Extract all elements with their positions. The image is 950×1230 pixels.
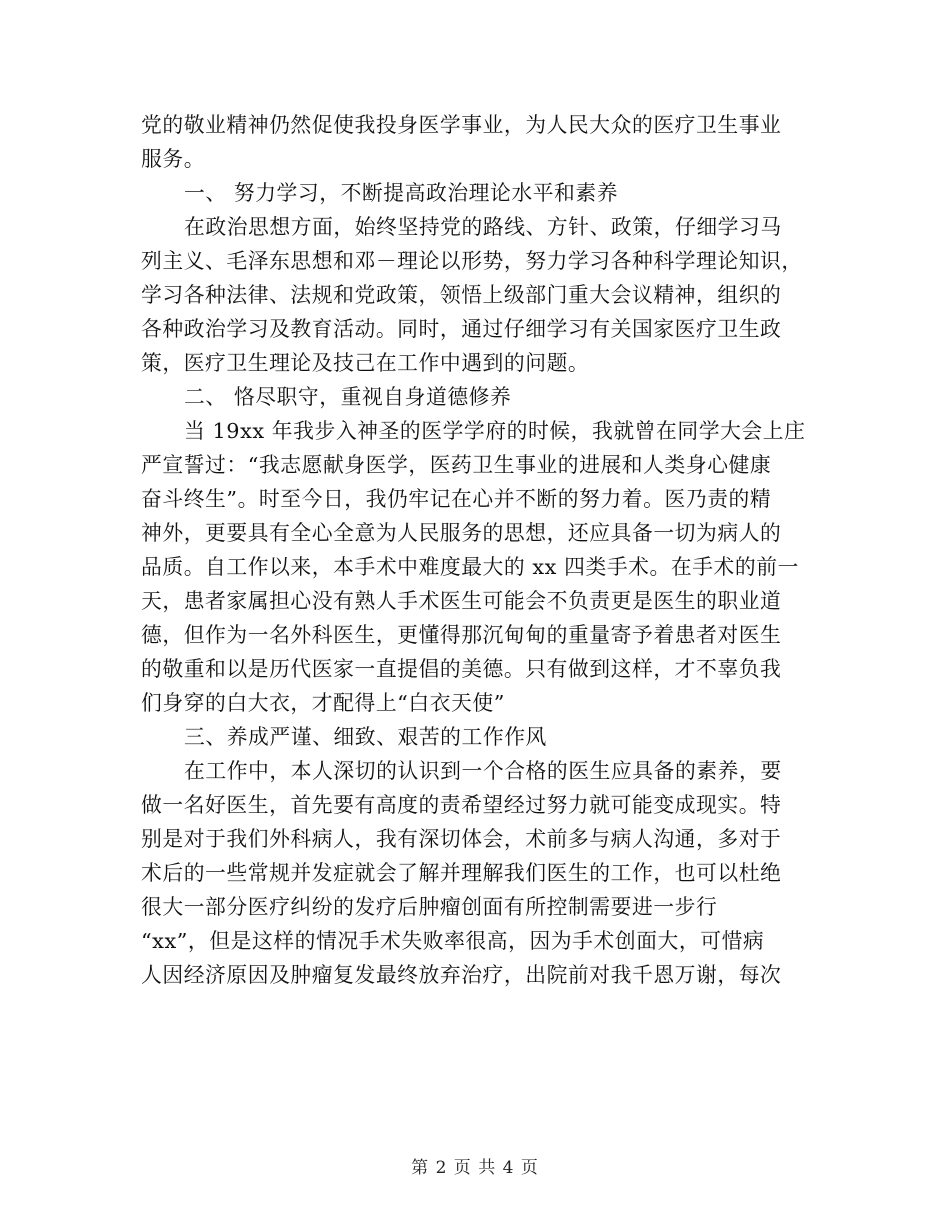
section-heading-1: 一、 努力学习，不断提高政治理论水平和素养 xyxy=(184,181,619,205)
paragraph-line: 神外，更要具有全心全意为人民服务的思想，还应具备一切为病人的 xyxy=(141,521,782,545)
paragraph-line: 别是对于我们外科病人，我有深切体会，术前多与病人沟通，多对于 xyxy=(141,827,782,851)
paragraph-line: 策，医疗卫生理论及技己在工作中遇到的问题。 xyxy=(141,351,590,375)
paragraph-line: 党的敬业精神仍然促使我投身医学事业，为人民大众的医疗卫生事业 xyxy=(141,113,782,137)
paragraph-line: 人因经济原因及肿瘤复发最终放弃治疗，出院前对我千恩万谢，每次 xyxy=(141,963,782,987)
paragraph-line: 在政治思想方面，始终坚持党的路线、方针、政策，仔细学习马 xyxy=(184,215,782,239)
paragraph-line: 品质。自工作以来，本手术中难度最大的 xx 四类手术。在手术的前一 xyxy=(141,555,799,579)
paragraph-line: 在工作中，本人深切的认识到一个合格的医生应具备的素养，要 xyxy=(184,759,782,783)
paragraph-line: 术后的一些常规并发症就会了解并理解我们医生的工作，也可以杜绝 xyxy=(141,861,782,885)
paragraph-line: 学习各种法律、法规和党政策，领悟上级部门重大会议精神，组织的 xyxy=(141,283,782,307)
page-number-footer: 第 2 页 共 4 页 xyxy=(411,1158,539,1178)
section-heading-2: 二、 恪尽职守，重视自身道德修养 xyxy=(184,385,512,409)
paragraph-line: 做一名好医生，首先要有高度的责希望经过努力就可能变成现实。特 xyxy=(141,793,782,817)
document-body xyxy=(141,108,811,992)
paragraph-line: 严宣誓过：“我志愿献身医学，医药卫生事业的进展和人类身心健康 xyxy=(141,453,772,477)
paragraph-line: 奋斗终生”。时至今日，我仍牢记在心并不断的努力着。医乃责的精 xyxy=(141,487,772,511)
paragraph-line: 的敬重和以是历代医家一直提倡的美德。只有做到这样，才不辜负我 xyxy=(141,657,782,681)
paragraph-line: 们身穿的白大衣，才配得上“白衣天使” xyxy=(141,691,505,715)
paragraph-line: “xx”，但是这样的情况手术失败率很高，因为手术创面大，可惜病 xyxy=(141,929,765,953)
paragraph-line: 各种政治学习及教育活动。同时，通过仔细学习有关国家医疗卫生政 xyxy=(141,317,782,341)
paragraph-line: 当 19xx 年我步入神圣的医学学府的时候，我就曾在同学大会上庄 xyxy=(184,419,806,443)
section-heading-3: 三、养成严谨、细致、艰苦的工作作风 xyxy=(184,725,547,749)
paragraph-line: 德，但作为一名外科医生，更懂得那沉甸甸的重量寄予着患者对医生 xyxy=(141,623,782,647)
paragraph-line: 服务。 xyxy=(141,147,206,171)
paragraph-line: 天，患者家属担心没有熟人手术医生可能会不负责更是医生的职业道 xyxy=(141,589,782,613)
paragraph-line: 列主义、毛泽东思想和邓－理论以形势，努力学习各种科学理论知识， xyxy=(141,249,803,273)
paragraph-line: 很大一部分医疗纠纷的发疗后肿瘤创面有所控制需要进一步行 xyxy=(141,895,718,919)
